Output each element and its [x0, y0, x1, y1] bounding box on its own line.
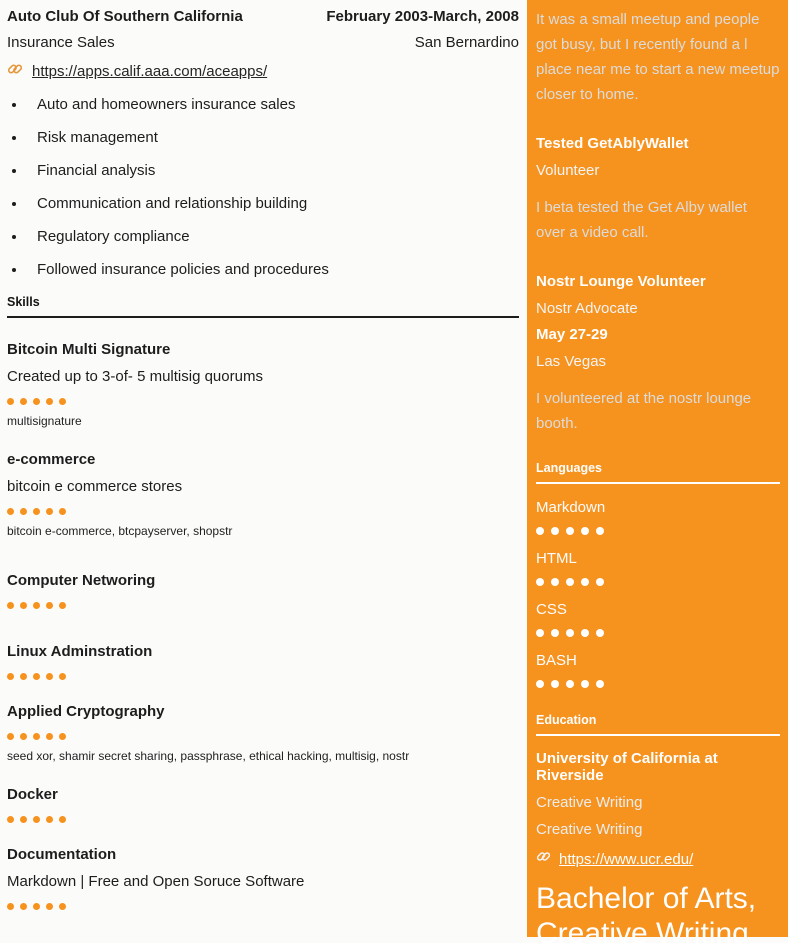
volunteer1-desc: I beta tested the Get Alby wallet over a video call.	[536, 199, 747, 241]
rating-dot	[46, 673, 53, 680]
rating-dot	[46, 816, 53, 823]
skill-computer-networing	[7, 572, 519, 609]
skill-tags: bitcoin e-commerce, btcpayserver, shopstr	[7, 524, 233, 538]
rating-dot	[566, 680, 574, 688]
rating-dot	[7, 733, 14, 740]
rating-dot	[7, 816, 14, 823]
job-link[interactable]: https://apps.calif.aaa.com/aceapps/	[32, 63, 268, 80]
rating-dot	[596, 578, 604, 586]
rating-dot	[566, 527, 574, 535]
rating-dot	[20, 508, 27, 515]
skill-name: Computer Networing	[7, 572, 156, 589]
rating-dot	[7, 508, 14, 515]
skill-e-commerce	[7, 451, 519, 538]
rating-dot	[551, 527, 559, 535]
job-role: Insurance Sales	[7, 34, 115, 51]
job-dates: February 2003-March, 2008	[326, 8, 519, 25]
skill-rating-dots	[7, 602, 519, 609]
volunteer2-dates: May 27-29	[536, 326, 608, 343]
volunteer2-title: Nostr Lounge Volunteer	[536, 273, 706, 290]
volunteer-intro-text: It was a small meetup and people got busy, but I recently found a l place near me to start a new meetup closer to home.	[536, 11, 780, 103]
language-name: Markdown	[536, 499, 606, 516]
skill-tags: seed xor, shamir secret sharing, passphrase, ethical hacking, multisig, nostr	[7, 749, 410, 763]
rating-dot	[20, 816, 27, 823]
rating-dot	[20, 903, 27, 910]
job-location: San Bernardino	[414, 34, 519, 51]
rating-dot	[566, 578, 574, 586]
rating-dot	[33, 673, 40, 680]
job-bullet: • Auto and homeowners insurance sales	[27, 97, 519, 113]
job-bullet: • Regulatory compliance	[27, 229, 519, 245]
rating-dot	[581, 578, 589, 586]
skill-name: Docker	[7, 786, 58, 803]
job-bullet: • Communication and relationship building	[27, 196, 519, 212]
rating-dot	[566, 629, 574, 637]
skill-desc: Markdown | Free and Open Soruce Software	[7, 873, 305, 890]
rating-dot	[536, 527, 544, 535]
rating-dot	[581, 629, 589, 637]
job-header-row	[7, 8, 519, 25]
language-bash	[536, 652, 780, 688]
skill-name: Bitcoin Multi Signature	[7, 341, 171, 358]
job-bullet: • Financial analysis	[27, 163, 519, 179]
language-rating-dots	[536, 629, 780, 637]
education-degree: Bachelor of Arts, Creative Writing	[536, 882, 757, 950]
job-subheader-row	[7, 34, 519, 51]
rating-dot	[33, 398, 40, 405]
rating-dot	[59, 673, 66, 680]
rating-dot	[596, 527, 604, 535]
rating-dot	[46, 602, 53, 609]
skill-name: e-commerce	[7, 451, 96, 468]
rating-dot	[20, 673, 27, 680]
chain-link-icon	[536, 849, 551, 869]
language-rating-dots	[536, 680, 780, 688]
skill-name: Applied Cryptography	[7, 703, 165, 720]
rating-dot	[7, 602, 14, 609]
right-column	[527, 0, 788, 950]
education-field: Creative Writing	[536, 821, 643, 838]
rating-dot	[536, 578, 544, 586]
skill-rating-dots	[7, 398, 519, 405]
rating-dot	[59, 508, 66, 515]
rating-dot	[596, 629, 604, 637]
rating-dot	[20, 602, 27, 609]
skill-rating-dots	[7, 733, 519, 740]
skill-tags: multisignature	[7, 414, 82, 428]
language-rating-dots	[536, 527, 780, 535]
language-name: HTML	[536, 550, 577, 567]
education-field: Creative Writing	[536, 794, 643, 811]
rating-dot	[59, 816, 66, 823]
job-bullet: • Risk management	[27, 130, 519, 146]
skill-name: Documentation	[7, 846, 117, 863]
rating-dot	[33, 816, 40, 823]
rating-dot	[581, 680, 589, 688]
language-markdown	[536, 499, 780, 535]
volunteer1-role: Volunteer	[536, 162, 600, 179]
skill-rating-dots	[7, 673, 519, 680]
skill-linux-adminstration	[7, 643, 519, 680]
skill-docker	[7, 786, 519, 823]
language-css	[536, 601, 780, 637]
rating-dot	[59, 398, 66, 405]
rating-dot	[7, 673, 14, 680]
rating-dot	[33, 733, 40, 740]
volunteer2-role: Nostr Advocate	[536, 300, 638, 317]
skill-rating-dots	[7, 816, 519, 823]
languages-section-header: Languages	[536, 461, 780, 484]
job-bullet-list	[7, 97, 519, 278]
volunteer1-title: Tested GetAblyWallet	[536, 135, 689, 152]
rating-dot	[551, 629, 559, 637]
education-link-row	[536, 849, 780, 869]
volunteer2-desc: I volunteered at the nostr lounge booth.	[536, 390, 752, 432]
rating-dot	[551, 578, 559, 586]
education-school: University of California at Riverside	[536, 750, 718, 784]
skills-section-header: Skills	[7, 295, 519, 318]
language-rating-dots	[536, 578, 780, 586]
rating-dot	[59, 733, 66, 740]
skill-bitcoin-multi-signature	[7, 341, 519, 428]
rating-dot	[20, 733, 27, 740]
education-link[interactable]: https://www.ucr.edu/	[559, 850, 694, 868]
chain-link-icon	[7, 61, 23, 82]
education-section-header: Education	[536, 713, 780, 736]
rating-dot	[581, 527, 589, 535]
job-link-row	[7, 61, 519, 82]
skill-rating-dots	[7, 903, 519, 910]
language-html	[536, 550, 780, 586]
rating-dot	[7, 398, 14, 405]
rating-dot	[536, 680, 544, 688]
rating-dot	[551, 680, 559, 688]
rating-dot	[59, 602, 66, 609]
rating-dot	[596, 680, 604, 688]
language-name: BASH	[536, 652, 577, 669]
language-name: CSS	[536, 601, 567, 618]
skill-desc: bitcoin e commerce stores	[7, 478, 183, 495]
skill-applied-cryptography	[7, 703, 519, 763]
volunteer2-location: Las Vegas	[536, 353, 607, 370]
rating-dot	[536, 629, 544, 637]
skill-desc: Created up to 3-of- 5 multisig quorums	[7, 368, 263, 385]
skill-documentation	[7, 846, 519, 910]
rating-dot	[46, 508, 53, 515]
rating-dot	[46, 733, 53, 740]
job-bullet: • Followed insurance policies and procedures	[27, 262, 519, 278]
skill-name: Linux Adminstration	[7, 643, 153, 660]
rating-dot	[46, 903, 53, 910]
rating-dot	[46, 398, 53, 405]
rating-dot	[20, 398, 27, 405]
rating-dot	[33, 903, 40, 910]
skill-rating-dots	[7, 508, 519, 515]
rating-dot	[7, 903, 14, 910]
rating-dot	[33, 508, 40, 515]
job-company: Auto Club Of Southern California	[7, 8, 243, 25]
rating-dot	[59, 903, 66, 910]
rating-dot	[33, 602, 40, 609]
